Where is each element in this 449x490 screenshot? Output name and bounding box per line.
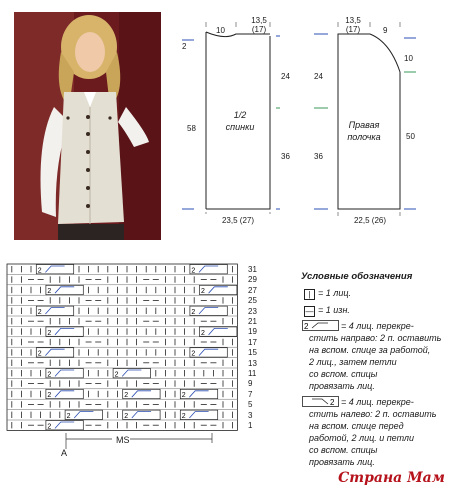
legend-cable-right-line5: провязать лиц. <box>309 381 375 391</box>
chart-row-number: 13 <box>248 358 257 368</box>
legend-cable-right-line2: на вспом. спице за работой, <box>309 345 431 355</box>
svg-text:2: 2 <box>181 392 186 400</box>
legend-knit-text: = 1 лиц. <box>318 288 351 298</box>
svg-text:2: 2 <box>201 329 205 337</box>
legend-cable-left-line0: = 4 лиц. перекре- <box>341 397 414 407</box>
legend-title: Условные обозначения <box>301 271 413 282</box>
svg-text:2: 2 <box>47 288 52 296</box>
legend-purl-text: = 1 изн. <box>318 305 350 315</box>
back-right-lower-dim: 36 <box>281 152 290 161</box>
svg-text:2: 2 <box>191 309 196 316</box>
legend-cable-right-num: 2 <box>304 322 309 331</box>
svg-text:2: 2 <box>47 423 52 431</box>
chart-row-number: 9 <box>248 379 253 389</box>
svg-text:2: 2 <box>191 350 196 358</box>
legend-cable-right-line1: стить направо: 2 п. оставить <box>309 333 442 343</box>
svg-text:2: 2 <box>37 267 42 275</box>
svg-text:2: 2 <box>47 329 52 337</box>
back-bottom-width-dim: 23,5 (27) <box>221 216 255 225</box>
chart-row-number: 1 <box>248 421 253 430</box>
chart-row-number: 19 <box>248 327 257 337</box>
chart-row-number: 27 <box>248 285 257 295</box>
chart-repeat-label: MS <box>116 435 130 445</box>
front-label-line1: Правая <box>348 120 380 130</box>
svg-text:2: 2 <box>181 413 186 420</box>
legend-cable-right-line4: со вспом. спицы <box>309 369 378 379</box>
chart-row-number: 21 <box>248 317 257 326</box>
front-top-right-dim: 9 <box>383 26 388 35</box>
svg-text:2: 2 <box>191 267 196 275</box>
model-photo <box>14 12 161 240</box>
legend-cable-left-num: 2 <box>330 398 335 407</box>
chart-row-number: 25 <box>248 296 257 306</box>
svg-text:2: 2 <box>66 413 71 420</box>
legend-purl-symbol: — <box>305 307 314 316</box>
legend-cable-left-line4: со вспом. спицы <box>309 445 378 455</box>
back-top-left-dim: 10 <box>216 26 225 35</box>
chart-row-number: 31 <box>248 265 257 274</box>
chart-start-label: A <box>61 448 68 458</box>
front-bottom-width-dim: 22,5 (26) <box>353 216 387 225</box>
front-left-upper-dim: 24 <box>314 72 323 81</box>
chart-row-number: 15 <box>248 348 257 358</box>
chart-row-number: 11 <box>248 369 257 378</box>
front-right-height-dim: 50 <box>406 132 415 141</box>
svg-text:2: 2 <box>201 288 205 296</box>
chart-row-number: 5 <box>248 400 253 410</box>
legend-cable-right-line3: 2 лиц., затем петли <box>309 357 397 367</box>
back-top-right-alt-dim: (17) <box>251 25 267 34</box>
legend-cable-right-line0: = 4 лиц. перекре- <box>341 321 414 331</box>
legend-cable-left-line5: провязать лиц. <box>309 457 375 467</box>
chart-row-number: 17 <box>248 337 257 347</box>
svg-text:2: 2 <box>124 413 129 420</box>
chart-row-number: 23 <box>248 306 257 316</box>
front-pattern-outline <box>300 14 420 224</box>
chart-row-number: 29 <box>248 275 257 285</box>
back-top-right-dim: 13,5 <box>251 16 267 25</box>
back-label-line1: 1/2 <box>233 110 247 120</box>
front-top-left-alt-dim: (17) <box>345 25 361 34</box>
chart-bracket <box>0 425 260 451</box>
front-top-left-dim: 13,5 <box>345 16 361 25</box>
chart-row-number: 3 <box>248 410 253 420</box>
legend-knit-symbol: | <box>304 289 315 300</box>
svg-text:2: 2 <box>114 371 119 379</box>
back-right-upper-dim: 24 <box>281 72 290 81</box>
svg-text:2: 2 <box>47 371 52 379</box>
knitting-chart <box>5 262 245 434</box>
legend-cable-left-symbol <box>302 396 340 408</box>
back-left-height-dim: 58 <box>187 124 196 133</box>
front-left-lower-dim: 36 <box>314 152 323 161</box>
legend-cable-left-line1: стить налево: 2 п. оставить <box>309 409 437 419</box>
back-left-small-dim: 2 <box>182 42 187 51</box>
svg-text:2: 2 <box>124 392 129 400</box>
watermark-logo: Страна Мам <box>338 470 445 486</box>
svg-text:2: 2 <box>47 392 52 400</box>
legend-cable-left-line2: на вспом. спице перед <box>309 421 404 431</box>
legend-cable-right-symbol <box>302 320 340 332</box>
legend-cable-left-line3: работой, 2 лиц. и петли <box>309 433 414 443</box>
front-label-line2: полочка <box>347 132 381 142</box>
back-label-line2: спинки <box>225 122 255 132</box>
svg-text:2: 2 <box>37 350 42 358</box>
front-right-small-dim: 10 <box>404 54 413 63</box>
svg-text:2: 2 <box>37 309 42 316</box>
chart-row-number: 7 <box>248 389 253 399</box>
